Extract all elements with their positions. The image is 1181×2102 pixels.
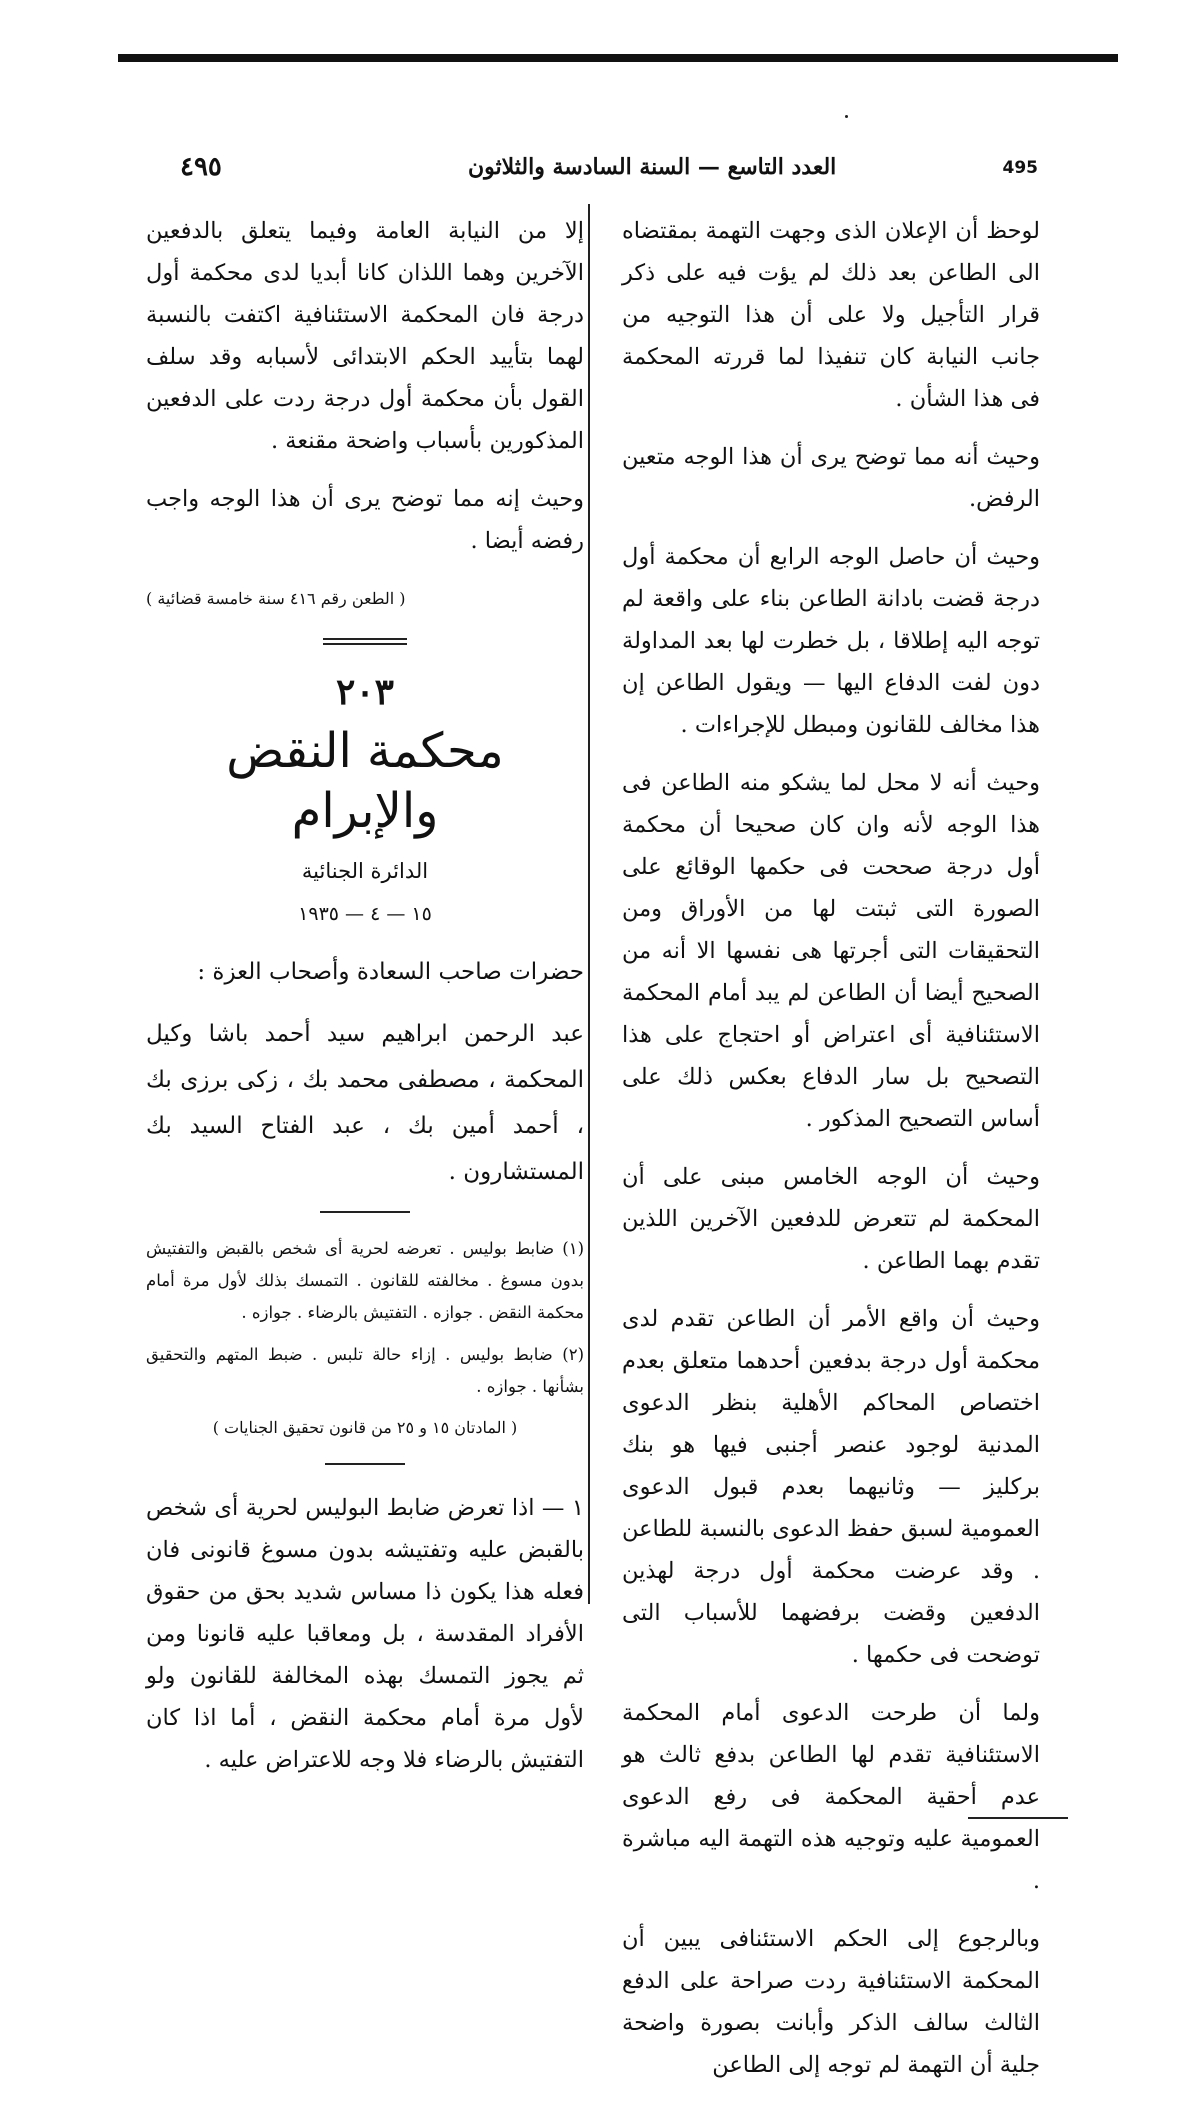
judges-heading: حضرات صاحب السعادة وأصحاب العزة : <box>197 959 584 985</box>
judges-names: عبد الرحمن ابراهيم سيد أحمد باشا وكيل المحكمة ، مصطفى محمد بك ، زكى برزى بك ، أحمد أمين بك ، عبد الفتاح السيد بك المستشارون . <box>146 1021 584 1185</box>
ink-dot <box>845 115 848 118</box>
paragraph: ولما أن طرحت الدعوى أمام المحكمة الاستئنافية تقدم لها الطاعن بدفع ثالث هو عدم أحقية المحكمة فى رفع الدعوى العمومية عليه وتوجيه هذه التهمة اليه مباشرة . <box>622 1700 1040 1894</box>
page-number-latin: 495 <box>1002 158 1038 178</box>
ruling-number: ٢٠٣ <box>335 671 394 713</box>
paragraph: وحيث أنه مما توضح يرى أن هذا الوجه متعين الرفض. <box>622 444 1040 512</box>
divider <box>325 1463 405 1465</box>
page-number-arabic: ٤٩٥ <box>180 152 222 182</box>
paragraph: وحيث أن واقع الأمر أن الطاعن تقدم لدى محكمة أول درجة بدفعين أحدهما متعلق بعدم اختصاص المحاكم الأهلية بنظر الدعوى المدنية لوجود عنصر أجنبى فيها هو بنك بركليز — وثانيهما بعدم قبول الدعوى العمومية لسبق حفظ الدعوى بالنسبة للطاعن . وقد عرضت محكمة أول درجة لهذين الدفعين وقضت برفضهما للأسباب التى توضحت فى حكمها . <box>622 1306 1040 1668</box>
running-head: العدد التاسع — السنة السادسة والثلاثون <box>468 154 837 180</box>
paragraph: وحيث أن الوجه الخامس مبنى على أن المحكمة لم تتعرض للدفعين الآخرين اللذين تقدم بهما الطاعن . <box>622 1164 1040 1274</box>
paragraph: لوحظ أن الإعلان الذى وجهت التهمة بمقتضاه الى الطاعن بعد ذلك لم يؤت فيه على ذكر قرار التأجيل ولا على أن هذا التوجيه من جانب النيابة كان تنفيذا لما قررته المحكمة فى هذا الشأن . <box>622 218 1040 412</box>
footnote-separator <box>320 1211 410 1213</box>
paragraph: وبالرجوع إلى الحكم الاستئنافى يبين أن المحكمة الاستئنافية ردت صراحة على الدفع الثالث سالف الذكر وأبانت بصورة واضحة جلية أن التهمة لم توجه إلى الطاعن <box>622 1926 1040 2078</box>
paragraph: إلا من النيابة العامة وفيما يتعلق بالدفعين الآخرين وهما اللذان كانا أبديا لدى محكمة أول درجة فان المحكمة الاستئنافية اكتفت بالنسبة لهما بتأييد الحكم الابتدائى لأسبابه وقد سلف القول بأن محكمة أول درجة ردت على الدفعين المذكورين بأسباب واضحة مقنعة . <box>146 218 584 454</box>
case-citation: ( الطعن رقم ٤١٦ سنة خامسة قضائية ) <box>146 589 406 608</box>
top-rule <box>118 54 1118 62</box>
footnote: (١) ضابط بوليس . تعرضه لحرية أى شخص بالقبض والتفتيش بدون مسوغ . مخالفته للقانون . التمسك بذلك لأول مرة أمام محكمة النقض . جوازه . التفتيش بالرضاء . جوازه . <box>146 1239 584 1322</box>
legal-principle: ١ — اذا تعرض ضابط البوليس لحرية أى شخص بالقبض عليه وتفتيشه بدون مسوغ قانونى فان فعله هذا يكون ذا مساس شديد بحق من حقوق الأفراد المقدسة ، بل ومعاقبا عليه قانونا ومن ثم يجوز التمسك بهذه المخالفة للقانون ولو لأول مرة أمام محكمة النقض ، أما اذا كان التفتيش بالرضاء فلا وجه للاعتراض عليه . <box>146 1495 584 1773</box>
page-header <box>128 152 1038 188</box>
left-column <box>146 210 584 1797</box>
footnote-citation: ( المادتان ١٥ و ٢٥ من قانون تحقيق الجنايات ) <box>212 1418 518 1437</box>
ruling-date: ١٥ — ٤ — ١٩٣٥ <box>298 903 432 925</box>
column-divider <box>588 204 590 1604</box>
paragraph: وحيث أنه لا محل لما يشكو منه الطاعن فى هذا الوجه لأنه وان كان صحيحا أن محكمة أول درجة صححت فى حكمها الوقائع على الصورة التى ثبتت لها من الأوراق ومن التحقيقات التى أجرتها هى نفسها الا أنه من الصحيح أيضا أن الطاعن لم يبد أمام المحكمة الاستئنافية أى اعتراض أو احتجاج على هذا التصحيح بل سار الدفاع بعكس ذلك على أساس التصحيح المذكور . <box>622 770 1040 1132</box>
paragraph: وحيث إنه مما توضح يرى أن هذا الوجه واجب رفضه أيضا . <box>146 486 584 554</box>
bottom-rule <box>968 1817 1068 1819</box>
court-title: محكمة النقض والإبرام <box>226 723 504 839</box>
section-separator <box>323 638 407 645</box>
paragraph: وحيث أن حاصل الوجه الرابع أن محكمة أول درجة قضت بادانة الطاعن بناء على واقعة لم توجه اليه إطلاقا ، بل خطرت لها بعد المداولة دون لفت الدفاع اليها — ويقول الطاعن إن هذا مخالف للقانون ومبطل للإجراءات . <box>622 544 1040 738</box>
circuit-name: الدائرة الجنائية <box>301 859 429 883</box>
footnote: (٢) ضابط بوليس . إزاء حالة تلبس . ضبط المتهم والتحقيق بشأنها . جوازه . <box>146 1345 584 1396</box>
